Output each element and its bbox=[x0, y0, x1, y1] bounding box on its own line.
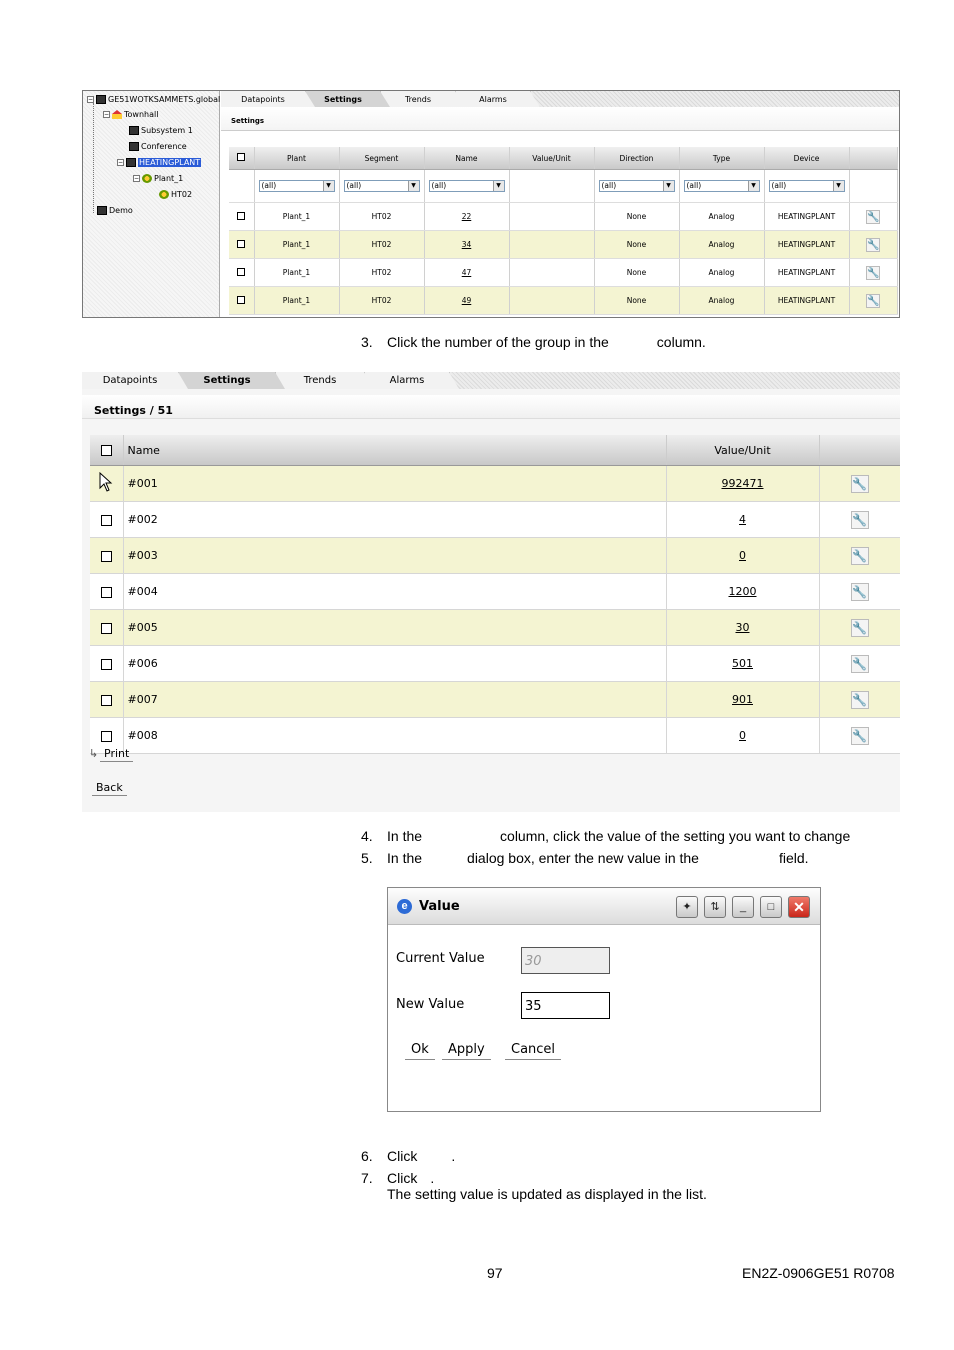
tree-node-ht[interactable] bbox=[159, 190, 192, 199]
tree-node-label: Plant_1 bbox=[154, 174, 184, 183]
step-number: 5. bbox=[361, 850, 373, 866]
value-dialog bbox=[387, 887, 821, 1112]
step-text-part: In the bbox=[387, 850, 423, 866]
name-cell bbox=[424, 287, 509, 315]
value-cell bbox=[666, 466, 819, 502]
filter-cell bbox=[764, 170, 849, 203]
dialog-title: Value bbox=[419, 899, 460, 914]
select-all-cell bbox=[90, 435, 123, 466]
tab-bar bbox=[221, 91, 899, 107]
name-cell: #007 bbox=[123, 682, 666, 718]
name-cell: #003 bbox=[123, 538, 666, 574]
setting-value-link[interactable]: 1200 bbox=[728, 585, 757, 598]
type-cell: Analog bbox=[679, 203, 764, 231]
page-title: Settings / 51 bbox=[82, 395, 900, 419]
plant-cell: Plant_1 bbox=[254, 287, 339, 315]
row-checkbox[interactable] bbox=[237, 212, 245, 220]
value-cell bbox=[509, 231, 594, 259]
row-select-cell bbox=[90, 610, 123, 646]
collapse-icon[interactable]: − bbox=[88, 96, 94, 103]
table-row bbox=[90, 466, 900, 502]
wrench-icon[interactable]: 🔧 bbox=[852, 692, 867, 707]
building-icon bbox=[112, 110, 122, 119]
table-row bbox=[90, 574, 900, 610]
dropdown-arrow-icon[interactable]: ▼ bbox=[663, 181, 674, 191]
action-cell bbox=[819, 718, 900, 754]
table-row bbox=[90, 718, 900, 754]
controller-icon bbox=[129, 126, 139, 135]
action-cell bbox=[819, 610, 900, 646]
tab-trends[interactable] bbox=[381, 91, 456, 107]
row-select-cell bbox=[229, 231, 254, 259]
controller-icon bbox=[126, 158, 136, 167]
computer-icon bbox=[96, 95, 106, 104]
settings-list-screenshot bbox=[82, 90, 900, 318]
plant-cell: Plant_1 bbox=[254, 259, 339, 287]
ok-button[interactable]: Ok bbox=[405, 1042, 435, 1060]
wrench-icon[interactable]: 🔧 bbox=[852, 476, 867, 491]
tab-label: Alarms bbox=[389, 375, 425, 386]
value-cell bbox=[509, 259, 594, 287]
row-select-cell bbox=[90, 574, 123, 610]
group-number-link[interactable]: 34 bbox=[461, 240, 472, 249]
segment-filter-select[interactable] bbox=[344, 180, 420, 192]
column-header[interactable]: Type bbox=[679, 147, 764, 170]
name-cell bbox=[424, 259, 509, 287]
plant-cell: Plant_1 bbox=[254, 203, 339, 231]
browser-icon: e bbox=[397, 899, 412, 914]
collapse-icon[interactable]: − bbox=[134, 175, 140, 182]
group-number-link[interactable]: 22 bbox=[461, 212, 472, 221]
row-select-cell bbox=[90, 646, 123, 682]
wrench-icon[interactable]: 🔧 bbox=[852, 512, 867, 527]
close-icon[interactable]: ✕ bbox=[788, 896, 810, 918]
dialog-titlebar bbox=[388, 888, 820, 925]
name-cell bbox=[424, 203, 509, 231]
value-cell bbox=[666, 538, 819, 574]
filter-cell bbox=[594, 170, 679, 203]
column-header[interactable]: Plant bbox=[254, 147, 339, 170]
settings-panel bbox=[221, 91, 899, 318]
wrench-icon[interactable]: 🔧 bbox=[867, 267, 880, 279]
wrench-icon[interactable]: 🔧 bbox=[867, 239, 880, 251]
step-text bbox=[387, 1148, 455, 1164]
setting-value-link[interactable]: 30 bbox=[735, 621, 750, 634]
action-cell bbox=[849, 231, 897, 259]
select-value: (all) bbox=[261, 181, 277, 190]
tab-label: Settings bbox=[203, 375, 251, 386]
filter-cell bbox=[679, 170, 764, 203]
table-row bbox=[90, 682, 900, 718]
device-cell: HEATINGPLANT bbox=[764, 203, 849, 231]
tree-node-label: HT02 bbox=[171, 190, 193, 199]
select-value: (all) bbox=[431, 181, 447, 190]
name-cell: #005 bbox=[123, 610, 666, 646]
dropdown-arrow-icon[interactable]: ▼ bbox=[748, 181, 759, 191]
value-cell bbox=[666, 682, 819, 718]
tree-node-demo[interactable] bbox=[97, 206, 133, 215]
table-row bbox=[90, 610, 900, 646]
step-number: 4. bbox=[361, 828, 373, 844]
wrench-icon[interactable]: 🔧 bbox=[867, 295, 880, 307]
row-select-cell bbox=[229, 259, 254, 287]
tab-label: Trends bbox=[404, 94, 432, 104]
step-number: 3. bbox=[361, 334, 373, 350]
plant-filter-select[interactable] bbox=[259, 180, 335, 192]
group-settings-table bbox=[90, 435, 900, 754]
name-filter-select[interactable] bbox=[429, 180, 505, 192]
setting-value-link[interactable]: 992471 bbox=[721, 477, 764, 490]
dropdown-arrow-icon[interactable]: ▼ bbox=[323, 181, 334, 191]
step-text-part: Click the number of the group in the bbox=[387, 334, 609, 350]
tab-settings[interactable] bbox=[306, 91, 381, 107]
action-cell bbox=[849, 203, 897, 231]
apply-button[interactable]: Apply bbox=[442, 1042, 491, 1060]
tree-node-townhall[interactable] bbox=[103, 110, 158, 119]
wrench-icon[interactable]: 🔧 bbox=[852, 656, 867, 671]
dropdown-arrow-icon[interactable]: ▼ bbox=[493, 181, 504, 191]
setting-value-link[interactable]: 501 bbox=[732, 657, 753, 670]
step-text-part: field. bbox=[778, 850, 809, 866]
cancel-button[interactable]: Cancel bbox=[505, 1042, 561, 1060]
setting-value-link[interactable]: 901 bbox=[732, 693, 753, 706]
segment-cell: HT02 bbox=[339, 259, 424, 287]
document-code: EN2Z-0906GE51 R0708 bbox=[742, 1265, 895, 1281]
value-cell bbox=[666, 574, 819, 610]
filter-cell bbox=[849, 170, 897, 203]
step-text bbox=[387, 850, 809, 866]
row-checkbox[interactable] bbox=[101, 551, 112, 562]
value-cell bbox=[509, 203, 594, 231]
row-select-cell bbox=[229, 287, 254, 315]
back-button[interactable]: Back bbox=[92, 781, 127, 796]
type-cell: Analog bbox=[679, 231, 764, 259]
controller-icon bbox=[129, 142, 139, 151]
value-cell bbox=[666, 502, 819, 538]
tree-node-label: Subsystem 1 bbox=[141, 126, 193, 135]
select-all-checkbox[interactable] bbox=[101, 445, 112, 456]
group-number-link[interactable]: 49 bbox=[461, 296, 472, 305]
select-all-cell bbox=[229, 147, 254, 170]
device-cell: HEATINGPLANT bbox=[764, 231, 849, 259]
wrench-icon[interactable]: 🔧 bbox=[867, 211, 880, 223]
plant-cell: Plant_1 bbox=[254, 231, 339, 259]
row-checkbox[interactable] bbox=[101, 515, 112, 526]
maximize-icon[interactable]: □ bbox=[760, 896, 782, 918]
table-row bbox=[229, 259, 897, 287]
step-text-part: In the bbox=[387, 828, 423, 844]
step-text-part: . bbox=[451, 1148, 456, 1164]
computer-icon bbox=[97, 206, 107, 215]
step-text bbox=[387, 334, 706, 350]
step-text-part: column. bbox=[656, 334, 706, 350]
pin-icon[interactable]: ✦ bbox=[676, 896, 698, 918]
device-cell: HEATINGPLANT bbox=[764, 287, 849, 315]
tab-alarms[interactable] bbox=[365, 372, 450, 389]
table-header bbox=[229, 147, 897, 170]
step-text-part: dialog box, enter the new value in the bbox=[467, 850, 699, 866]
wrench-icon[interactable]: 🔧 bbox=[852, 620, 867, 635]
value-cell bbox=[666, 718, 819, 754]
segment-cell: HT02 bbox=[339, 231, 424, 259]
table-row bbox=[90, 538, 900, 574]
row-select-cell bbox=[90, 538, 123, 574]
column-header[interactable]: Value/Unit bbox=[509, 147, 594, 170]
tree-node-label: HEATINGPLANT bbox=[139, 158, 201, 167]
tab-label: Alarms bbox=[479, 94, 507, 104]
tab-label: Datapoints bbox=[102, 375, 158, 386]
tree-node-subsystem[interactable] bbox=[129, 126, 193, 135]
filter-cell bbox=[254, 170, 339, 203]
action-cell bbox=[819, 682, 900, 718]
value-cell bbox=[666, 610, 819, 646]
table-header bbox=[90, 435, 900, 466]
step-text bbox=[387, 828, 850, 844]
table-row bbox=[229, 231, 897, 259]
name-cell: #001 bbox=[123, 466, 666, 502]
step-number: 6. bbox=[361, 1148, 373, 1164]
column-header[interactable]: Segment bbox=[339, 147, 424, 170]
setting-value-link[interactable]: 0 bbox=[739, 729, 746, 742]
group-settings-screenshot bbox=[82, 372, 900, 812]
tab-trends[interactable] bbox=[276, 372, 365, 389]
new-value-label: New Value bbox=[396, 997, 465, 1012]
filter-cell bbox=[339, 170, 424, 203]
setting-value-link[interactable]: 4 bbox=[739, 513, 746, 526]
print-button[interactable]: Print bbox=[100, 747, 133, 762]
current-value-label: Current Value bbox=[396, 951, 485, 966]
wrench-icon[interactable]: 🔧 bbox=[852, 548, 867, 563]
direction-cell: None bbox=[594, 203, 679, 231]
table-row bbox=[229, 203, 897, 231]
column-header[interactable]: Direction bbox=[594, 147, 679, 170]
tab-settings[interactable] bbox=[179, 372, 276, 389]
name-cell: #008 bbox=[123, 718, 666, 754]
mouse-cursor-icon bbox=[98, 472, 114, 492]
action-cell bbox=[849, 287, 897, 315]
direction-cell: None bbox=[594, 231, 679, 259]
tab-alarms[interactable] bbox=[456, 91, 531, 107]
arrow-icon: ↳ bbox=[89, 748, 99, 760]
tab-label: Trends bbox=[303, 375, 337, 386]
row-select-cell bbox=[90, 502, 123, 538]
select-all-checkbox[interactable] bbox=[237, 153, 245, 161]
row-checkbox[interactable] bbox=[101, 659, 112, 670]
name-cell: #006 bbox=[123, 646, 666, 682]
row-checkbox[interactable] bbox=[101, 587, 112, 598]
filter-row bbox=[229, 170, 897, 203]
table-row bbox=[229, 287, 897, 315]
step-text-part: Click bbox=[387, 1170, 418, 1186]
tree-node-heatingplant[interactable] bbox=[117, 158, 201, 167]
column-header[interactable]: Device bbox=[764, 147, 849, 170]
segment-icon bbox=[159, 190, 169, 199]
column-header-value[interactable]: Value/Unit bbox=[666, 435, 819, 466]
segment-cell: HT02 bbox=[339, 203, 424, 231]
filter-cell bbox=[229, 170, 254, 203]
row-select-cell bbox=[90, 466, 123, 502]
name-cell bbox=[424, 231, 509, 259]
type-cell: Analog bbox=[679, 259, 764, 287]
tab-bar bbox=[82, 372, 900, 389]
filter-cell bbox=[509, 170, 594, 203]
tree-node-plant[interactable] bbox=[133, 174, 183, 183]
row-select-cell bbox=[90, 682, 123, 718]
page-title: Settings bbox=[221, 107, 899, 131]
settings-table bbox=[229, 147, 898, 315]
column-header[interactable]: Name bbox=[424, 147, 509, 170]
action-cell bbox=[819, 538, 900, 574]
row-checkbox[interactable] bbox=[237, 296, 245, 304]
current-value-field: 30 bbox=[521, 947, 610, 974]
refresh-icon[interactable]: ⇅ bbox=[704, 896, 726, 918]
dropdown-arrow-icon[interactable]: ▼ bbox=[408, 181, 419, 191]
actions-header bbox=[819, 435, 900, 466]
step-7-note: The setting value is updated as displayed in the list. bbox=[387, 1186, 707, 1202]
page-number: 97 bbox=[487, 1265, 503, 1281]
select-value: (all) bbox=[601, 181, 617, 190]
setting-value-link[interactable]: 0 bbox=[739, 549, 746, 562]
step-text bbox=[387, 1170, 434, 1186]
new-value-field[interactable]: 35 bbox=[521, 992, 610, 1019]
tree-node-label: Demo bbox=[109, 206, 133, 215]
row-checkbox[interactable] bbox=[237, 268, 245, 276]
value-cell bbox=[666, 646, 819, 682]
table-row bbox=[90, 502, 900, 538]
action-cell bbox=[819, 466, 900, 502]
select-value: (all) bbox=[771, 181, 787, 190]
navigation-tree bbox=[83, 91, 220, 318]
tab-datapoints[interactable] bbox=[221, 91, 306, 107]
actions-header bbox=[849, 147, 897, 170]
type-filter-select[interactable] bbox=[684, 180, 760, 192]
direction-cell: None bbox=[594, 287, 679, 315]
tab-label: Datapoints bbox=[241, 94, 285, 104]
wrench-icon[interactable]: 🔧 bbox=[852, 584, 867, 599]
step-text-part: . bbox=[430, 1170, 435, 1186]
row-select-cell bbox=[229, 203, 254, 231]
tree-node-conference[interactable] bbox=[129, 142, 187, 151]
collapse-icon[interactable]: − bbox=[104, 111, 110, 118]
action-cell bbox=[819, 646, 900, 682]
group-number-link[interactable]: 47 bbox=[461, 268, 472, 277]
direction-cell: None bbox=[594, 259, 679, 287]
tab-datapoints[interactable] bbox=[82, 372, 179, 389]
tree-node-root[interactable] bbox=[87, 95, 220, 104]
select-value: (all) bbox=[346, 181, 362, 190]
action-cell bbox=[819, 502, 900, 538]
tree-node-label: Conference bbox=[141, 142, 187, 151]
plant-icon bbox=[142, 174, 152, 183]
segment-cell: HT02 bbox=[339, 287, 424, 315]
name-cell: #002 bbox=[123, 502, 666, 538]
device-cell: HEATINGPLANT bbox=[764, 259, 849, 287]
name-cell: #004 bbox=[123, 574, 666, 610]
row-checkbox[interactable] bbox=[101, 695, 112, 706]
tree-node-label: Townhall bbox=[124, 110, 159, 119]
collapse-icon[interactable]: − bbox=[118, 159, 124, 166]
row-checkbox[interactable] bbox=[237, 240, 245, 248]
select-value: (all) bbox=[686, 181, 702, 190]
row-checkbox[interactable] bbox=[101, 623, 112, 634]
table-row bbox=[90, 646, 900, 682]
row-checkbox[interactable] bbox=[101, 731, 112, 742]
action-cell bbox=[819, 574, 900, 610]
step-number: 7. bbox=[361, 1170, 373, 1186]
step-text-part: Click bbox=[387, 1148, 418, 1164]
minimize-icon[interactable]: _ bbox=[732, 896, 754, 918]
dropdown-arrow-icon[interactable]: ▼ bbox=[833, 181, 844, 191]
wrench-icon[interactable]: 🔧 bbox=[852, 728, 867, 743]
action-cell bbox=[849, 259, 897, 287]
filter-cell bbox=[424, 170, 509, 203]
type-cell: Analog bbox=[679, 287, 764, 315]
tab-label: Settings bbox=[324, 94, 362, 104]
value-cell bbox=[509, 287, 594, 315]
column-header-name[interactable]: Name bbox=[123, 435, 666, 466]
step-text-part: column, click the value of the setting you want to change bbox=[500, 828, 851, 844]
tree-node-label: GE51WOTKSAMMETS.global bbox=[108, 95, 221, 104]
device-filter-select[interactable] bbox=[769, 180, 845, 192]
direction-filter-select[interactable] bbox=[599, 180, 675, 192]
